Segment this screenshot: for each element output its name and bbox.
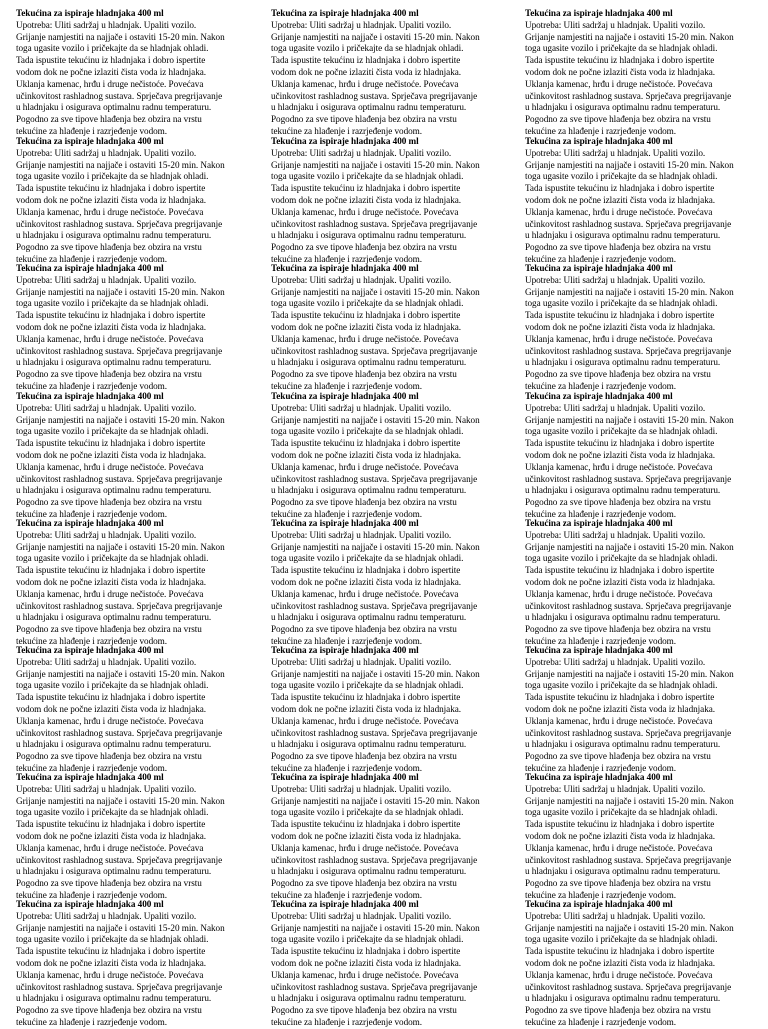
- label-text-line: Upotreba: Uliti sadržaj u hladnjak. Upaliti vozilo.: [525, 783, 706, 794]
- label-text-line: Pogodno za sve tipove hlađenja bez obzira na vrstu: [525, 1005, 711, 1016]
- label-text-line: učinkovitost rashladnog sustava. Sprječava pregrijavanje: [271, 727, 478, 738]
- label-text-line: Tada ispustite tekućinu iz hladnjaka i dobro ispertite: [271, 819, 461, 830]
- label-text-line: u hladnjaku i osigurava optimalnu radnu temperaturu.: [525, 612, 721, 623]
- label-text-line: učinkovitost rashladnog sustava. Sprječava pregrijavanje: [525, 981, 732, 992]
- label-text-line: vodom dok ne počne izlaziti čista voda iz hladnjaka.: [525, 576, 716, 587]
- label-text-line: učinkovitost rashladnog sustava. Sprječava pregrijavanje: [271, 854, 478, 865]
- label-text-line: toga ugasite vozilo i pričekajte da se hladnjak ohladi.: [271, 934, 464, 945]
- label-text-line: tekućine za hlađenje i razrjeđenje vodom.: [16, 253, 168, 264]
- label-text-line: Upotreba: Uliti sadržaj u hladnjak. Upaliti vozilo.: [271, 529, 452, 540]
- label-text-line: učinkovitost rashladnog sustava. Sprječava pregrijavanje: [525, 727, 732, 738]
- label-text-line: toga ugasite vozilo i pričekajte da se hladnjak ohladi.: [525, 171, 718, 182]
- label-text-line: toga ugasite vozilo i pričekajte da se hladnjak ohladi.: [271, 298, 464, 309]
- label-text-line: tekućine za hlađenje i razrjeđenje vodom.: [525, 253, 677, 264]
- label-text-line: u hladnjaku i osigurava optimalnu radnu temperaturu.: [525, 739, 721, 750]
- label-text-line: Grijanje namjestiti na najjače i ostaviti 15-20 min. Nakon: [271, 414, 480, 425]
- label-text-line: vodom dok ne počne izlaziti čista voda iz hladnjaka.: [16, 449, 207, 460]
- label-text-line: Upotreba: Uliti sadržaj u hladnjak. Upaliti vozilo.: [525, 656, 706, 667]
- label-text-line: tekućine za hlađenje i razrjeđenje vodom.: [271, 762, 423, 773]
- product-label: [16, 772, 254, 902]
- label-text-line: vodom dok ne počne izlaziti čista voda iz hladnjaka.: [525, 830, 716, 841]
- label-title: Tekućina za ispiraje hladnjaka 400 ml: [525, 772, 673, 782]
- product-label: [271, 391, 509, 521]
- label-text-line: Pogodno za sve tipove hlađenja bez obzira na vrstu: [271, 624, 457, 635]
- label-text-line: Tada ispustite tekućinu iz hladnjaka i dobro ispertite: [525, 55, 715, 66]
- label-text-line: u hladnjaku i osigurava optimalnu radnu temperaturu.: [525, 102, 721, 113]
- label-text-line: toga ugasite vozilo i pričekajte da se hladnjak ohladi.: [16, 553, 209, 564]
- label-title: Tekućina za ispiraje hladnjaka 400 ml: [271, 136, 419, 146]
- label-text-line: tekućine za hlađenje i razrjeđenje vodom.: [271, 635, 423, 646]
- label-text-line: u hladnjaku i osigurava optimalnu radnu temperaturu.: [271, 357, 467, 368]
- label-text-line: Upotreba: Uliti sadržaj u hladnjak. Upaliti vozilo.: [16, 402, 197, 413]
- label-text-line: Pogodno za sve tipove hlađenja bez obzira na vrstu: [525, 369, 711, 380]
- label-text-line: u hladnjaku i osigurava optimalnu radnu temperaturu.: [16, 739, 212, 750]
- label-text-line: Grijanje namjestiti na najjače i ostaviti 15-20 min. Nakon: [16, 922, 225, 933]
- label-text-line: Pogodno za sve tipove hlađenja bez obzira na vrstu: [16, 497, 202, 508]
- label-text-line: Upotreba: Uliti sadržaj u hladnjak. Upaliti vozilo.: [16, 783, 197, 794]
- product-label: [525, 645, 763, 775]
- label-text-line: toga ugasite vozilo i pričekajte da se hladnjak ohladi.: [16, 43, 209, 54]
- label-text-line: Tada ispustite tekućinu iz hladnjaka i dobro ispertite: [271, 183, 461, 194]
- label-text-line: učinkovitost rashladnog sustava. Sprječava pregrijavanje: [525, 600, 732, 611]
- label-text-line: toga ugasite vozilo i pričekajte da se hladnjak ohladi.: [271, 807, 464, 818]
- label-text-line: Uklanja kamenac, hrđu i druge nečistoće. Povećava: [16, 78, 204, 89]
- label-text-line: učinkovitost rashladnog sustava. Sprječava pregrijavanje: [16, 727, 223, 738]
- label-text-line: Uklanja kamenac, hrđu i druge nečistoće. Povećava: [271, 842, 459, 853]
- label-text-line: Uklanja kamenac, hrđu i druge nečistoće. Povećava: [525, 206, 713, 217]
- label-text-line: tekućine za hlađenje i razrjeđenje vodom.: [271, 253, 423, 264]
- label-text-line: toga ugasite vozilo i pričekajte da se hladnjak ohladi.: [525, 43, 718, 54]
- label-text-line: tekućine za hlađenje i razrjeđenje vodom.: [271, 380, 423, 391]
- label-text-line: Tada ispustite tekućinu iz hladnjaka i dobro ispertite: [271, 438, 461, 449]
- label-text-line: u hladnjaku i osigurava optimalnu radnu temperaturu.: [271, 102, 467, 113]
- label-text-line: Uklanja kamenac, hrđu i druge nečistoće. Povećava: [525, 588, 713, 599]
- label-text-line: Upotreba: Uliti sadržaj u hladnjak. Upaliti vozilo.: [16, 910, 197, 921]
- label-text-line: učinkovitost rashladnog sustava. Sprječava pregrijavanje: [271, 600, 478, 611]
- label-title: Tekućina za ispiraje hladnjaka 400 ml: [16, 391, 164, 401]
- label-text-line: tekućine za hlađenje i razrjeđenje vodom.: [271, 508, 423, 519]
- label-text-line: Upotreba: Uliti sadržaj u hladnjak. Upaliti vozilo.: [525, 529, 706, 540]
- label-text-line: toga ugasite vozilo i pričekajte da se hladnjak ohladi.: [16, 807, 209, 818]
- label-text-line: toga ugasite vozilo i pričekajte da se hladnjak ohladi.: [525, 553, 718, 564]
- label-text-line: Tada ispustite tekućinu iz hladnjaka i dobro ispertite: [271, 310, 461, 321]
- label-text-line: Pogodno za sve tipove hlađenja bez obzira na vrstu: [16, 751, 202, 762]
- label-text-line: Tada ispustite tekućinu iz hladnjaka i dobro ispertite: [525, 565, 715, 576]
- label-text-line: Uklanja kamenac, hrđu i druge nečistoće. Povećava: [271, 333, 459, 344]
- label-text-line: Tada ispustite tekućinu iz hladnjaka i dobro ispertite: [525, 819, 715, 830]
- label-text-line: Upotreba: Uliti sadržaj u hladnjak. Upaliti vozilo.: [271, 402, 452, 413]
- label-text-line: toga ugasite vozilo i pričekajte da se hladnjak ohladi.: [16, 298, 209, 309]
- label-text-line: tekućine za hlađenje i razrjeđenje vodom.: [16, 635, 168, 646]
- label-text-line: Upotreba: Uliti sadržaj u hladnjak. Upaliti vozilo.: [271, 147, 452, 158]
- product-label: [525, 518, 763, 648]
- label-text-line: Uklanja kamenac, hrđu i druge nečistoće. Povećava: [271, 206, 459, 217]
- product-label: [525, 772, 763, 902]
- label-text-line: vodom dok ne počne izlaziti čista voda iz hladnjaka.: [271, 66, 462, 77]
- label-text-line: Tada ispustite tekućinu iz hladnjaka i dobro ispertite: [16, 946, 206, 957]
- label-text-line: toga ugasite vozilo i pričekajte da se hladnjak ohladi.: [16, 934, 209, 945]
- label-text-line: Uklanja kamenac, hrđu i druge nečistoće. Povećava: [16, 206, 204, 217]
- label-text-line: Pogodno za sve tipove hlađenja bez obzira na vrstu: [525, 114, 711, 125]
- label-text-line: Uklanja kamenac, hrđu i druge nečistoće. Povećava: [16, 969, 204, 980]
- label-text-line: toga ugasite vozilo i pričekajte da se hladnjak ohladi.: [525, 680, 718, 691]
- label-text-line: Uklanja kamenac, hrđu i druge nečistoće. Povećava: [271, 461, 459, 472]
- label-text-line: Pogodno za sve tipove hlađenja bez obzira na vrstu: [271, 114, 457, 125]
- label-text-line: u hladnjaku i osigurava optimalnu radnu temperaturu.: [525, 866, 721, 877]
- label-text-line: Tada ispustite tekućinu iz hladnjaka i dobro ispertite: [271, 565, 461, 576]
- label-text-line: vodom dok ne počne izlaziti čista voda iz hladnjaka.: [271, 830, 462, 841]
- label-text-line: Grijanje namjestiti na najjače i ostaviti 15-20 min. Nakon: [16, 31, 225, 42]
- label-text-line: u hladnjaku i osigurava optimalnu radnu temperaturu.: [16, 866, 212, 877]
- label-text-line: Tada ispustite tekućinu iz hladnjaka i dobro ispertite: [525, 692, 715, 703]
- label-text-line: u hladnjaku i osigurava optimalnu radnu temperaturu.: [271, 993, 467, 1004]
- label-text-line: učinkovitost rashladnog sustava. Sprječava pregrijavanje: [271, 473, 478, 484]
- label-text-line: vodom dok ne počne izlaziti čista voda iz hladnjaka.: [16, 703, 207, 714]
- label-text-line: u hladnjaku i osigurava optimalnu radnu temperaturu.: [271, 866, 467, 877]
- label-text-line: u hladnjaku i osigurava optimalnu radnu temperaturu.: [271, 230, 467, 241]
- label-text-line: Pogodno za sve tipove hlađenja bez obzira na vrstu: [16, 242, 202, 253]
- label-title: Tekućina za ispiraje hladnjaka 400 ml: [16, 518, 164, 528]
- label-text-line: Upotreba: Uliti sadržaj u hladnjak. Upaliti vozilo.: [525, 910, 706, 921]
- label-text-line: toga ugasite vozilo i pričekajte da se hladnjak ohladi.: [525, 426, 718, 437]
- label-text-line: tekućine za hlađenje i razrjeđenje vodom.: [271, 125, 423, 136]
- label-title: Tekućina za ispiraje hladnjaka 400 ml: [16, 772, 164, 782]
- label-text-line: Grijanje namjestiti na najjače i ostaviti 15-20 min. Nakon: [525, 286, 734, 297]
- label-text-line: vodom dok ne počne izlaziti čista voda iz hladnjaka.: [271, 449, 462, 460]
- label-title: Tekućina za ispiraje hladnjaka 400 ml: [525, 391, 673, 401]
- label-text-line: Grijanje namjestiti na najjače i ostaviti 15-20 min. Nakon: [525, 159, 734, 170]
- product-label: [16, 645, 254, 775]
- label-text-line: tekućine za hlađenje i razrjeđenje vodom.: [525, 508, 677, 519]
- label-text-line: Uklanja kamenac, hrđu i druge nečistoće. Povećava: [271, 715, 459, 726]
- label-text-line: Uklanja kamenac, hrđu i druge nečistoće. Povećava: [271, 588, 459, 599]
- label-text-line: učinkovitost rashladnog sustava. Sprječava pregrijavanje: [271, 90, 478, 101]
- label-text-line: Grijanje namjestiti na najjače i ostaviti 15-20 min. Nakon: [525, 668, 734, 679]
- product-label: [16, 136, 254, 266]
- label-text-line: tekućine za hlađenje i razrjeđenje vodom.: [16, 762, 168, 773]
- product-label: [16, 899, 254, 1029]
- label-title: Tekućina za ispiraje hladnjaka 400 ml: [16, 645, 164, 655]
- label-text-line: Tada ispustite tekućinu iz hladnjaka i dobro ispertite: [525, 310, 715, 321]
- label-text-line: tekućine za hlađenje i razrjeđenje vodom.: [16, 1016, 168, 1027]
- label-text-line: Upotreba: Uliti sadržaj u hladnjak. Upaliti vozilo.: [16, 147, 197, 158]
- label-title: Tekućina za ispiraje hladnjaka 400 ml: [525, 263, 673, 273]
- label-text-line: učinkovitost rashladnog sustava. Sprječava pregrijavanje: [525, 218, 732, 229]
- label-title: Tekućina za ispiraje hladnjaka 400 ml: [16, 136, 164, 146]
- label-text-line: Pogodno za sve tipove hlađenja bez obzira na vrstu: [525, 878, 711, 889]
- label-text-line: vodom dok ne počne izlaziti čista voda iz hladnjaka.: [16, 576, 207, 587]
- label-text-line: Upotreba: Uliti sadržaj u hladnjak. Upaliti vozilo.: [271, 783, 452, 794]
- label-title: Tekućina za ispiraje hladnjaka 400 ml: [271, 899, 419, 909]
- label-text-line: Grijanje namjestiti na najjače i ostaviti 15-20 min. Nakon: [271, 795, 480, 806]
- label-text-line: Uklanja kamenac, hrđu i druge nečistoće. Povećava: [525, 715, 713, 726]
- label-text-line: Uklanja kamenac, hrđu i druge nečistoće. Povećava: [525, 333, 713, 344]
- label-text-line: u hladnjaku i osigurava optimalnu radnu temperaturu.: [271, 612, 467, 623]
- label-title: Tekućina za ispiraje hladnjaka 400 ml: [271, 645, 419, 655]
- label-text-line: Pogodno za sve tipove hlađenja bez obzira na vrstu: [271, 369, 457, 380]
- label-title: Tekućina za ispiraje hladnjaka 400 ml: [16, 899, 164, 909]
- label-text-line: Pogodno za sve tipove hlađenja bez obzira na vrstu: [271, 497, 457, 508]
- product-label: [271, 772, 509, 902]
- label-text-line: u hladnjaku i osigurava optimalnu radnu temperaturu.: [16, 357, 212, 368]
- label-title: Tekućina za ispiraje hladnjaka 400 ml: [16, 8, 164, 18]
- label-text-line: učinkovitost rashladnog sustava. Sprječava pregrijavanje: [16, 600, 223, 611]
- label-text-line: tekućine za hlađenje i razrjeđenje vodom.: [525, 1016, 677, 1027]
- label-text-line: Tada ispustite tekućinu iz hladnjaka i dobro ispertite: [271, 692, 461, 703]
- label-text-line: Pogodno za sve tipove hlađenja bez obzira na vrstu: [16, 878, 202, 889]
- label-text-line: toga ugasite vozilo i pričekajte da se hladnjak ohladi.: [271, 680, 464, 691]
- label-text-line: toga ugasite vozilo i pričekajte da se hladnjak ohladi.: [525, 298, 718, 309]
- label-text-line: u hladnjaku i osigurava optimalnu radnu temperaturu.: [16, 230, 212, 241]
- label-text-line: Upotreba: Uliti sadržaj u hladnjak. Upaliti vozilo.: [525, 274, 706, 285]
- label-text-line: tekućine za hlađenje i razrjeđenje vodom.: [525, 889, 677, 900]
- label-text-line: Upotreba: Uliti sadržaj u hladnjak. Upaliti vozilo.: [271, 910, 452, 921]
- label-text-line: Tada ispustite tekućinu iz hladnjaka i dobro ispertite: [16, 819, 206, 830]
- label-text-line: Grijanje namjestiti na najjače i ostaviti 15-20 min. Nakon: [16, 795, 225, 806]
- label-text-line: Tada ispustite tekućinu iz hladnjaka i dobro ispertite: [16, 55, 206, 66]
- label-text-line: vodom dok ne počne izlaziti čista voda iz hladnjaka.: [525, 703, 716, 714]
- label-text-line: učinkovitost rashladnog sustava. Sprječava pregrijavanje: [16, 473, 223, 484]
- label-text-line: toga ugasite vozilo i pričekajte da se hladnjak ohladi.: [271, 43, 464, 54]
- label-text-line: Grijanje namjestiti na najjače i ostaviti 15-20 min. Nakon: [271, 668, 480, 679]
- label-text-line: Tada ispustite tekućinu iz hladnjaka i dobro ispertite: [16, 183, 206, 194]
- label-text-line: Tada ispustite tekućinu iz hladnjaka i dobro ispertite: [525, 946, 715, 957]
- label-text-line: Uklanja kamenac, hrđu i druge nečistoće. Povećava: [525, 78, 713, 89]
- label-text-line: u hladnjaku i osigurava optimalnu radnu temperaturu.: [525, 357, 721, 368]
- label-text-line: Upotreba: Uliti sadržaj u hladnjak. Upaliti vozilo.: [16, 656, 197, 667]
- label-text-line: tekućine za hlađenje i razrjeđenje vodom.: [271, 889, 423, 900]
- label-text-line: vodom dok ne počne izlaziti čista voda iz hladnjaka.: [16, 321, 207, 332]
- label-text-line: Grijanje namjestiti na najjače i ostaviti 15-20 min. Nakon: [16, 414, 225, 425]
- label-text-line: Uklanja kamenac, hrđu i druge nečistoće. Povećava: [16, 588, 204, 599]
- label-text-line: Uklanja kamenac, hrđu i druge nečistoće. Povećava: [16, 461, 204, 472]
- label-text-line: vodom dok ne počne izlaziti čista voda iz hladnjaka.: [16, 957, 207, 968]
- label-text-line: Uklanja kamenac, hrđu i druge nečistoće. Povećava: [16, 715, 204, 726]
- label-text-line: Uklanja kamenac, hrđu i druge nečistoće. Povećava: [16, 842, 204, 853]
- label-text-line: učinkovitost rashladnog sustava. Sprječava pregrijavanje: [525, 854, 732, 865]
- label-text-line: Tada ispustite tekućinu iz hladnjaka i dobro ispertite: [16, 438, 206, 449]
- product-label: [16, 391, 254, 521]
- label-text-line: vodom dok ne počne izlaziti čista voda iz hladnjaka.: [271, 194, 462, 205]
- product-label: [525, 899, 763, 1029]
- label-text-line: Grijanje namjestiti na najjače i ostaviti 15-20 min. Nakon: [525, 922, 734, 933]
- label-text-line: Pogodno za sve tipove hlađenja bez obzira na vrstu: [525, 242, 711, 253]
- label-text-line: Grijanje namjestiti na najjače i ostaviti 15-20 min. Nakon: [16, 286, 225, 297]
- label-text-line: Upotreba: Uliti sadržaj u hladnjak. Upaliti vozilo.: [271, 19, 452, 30]
- label-text-line: učinkovitost rashladnog sustava. Sprječava pregrijavanje: [271, 981, 478, 992]
- label-text-line: Tada ispustite tekućinu iz hladnjaka i dobro ispertite: [16, 565, 206, 576]
- label-text-line: Pogodno za sve tipove hlađenja bez obzira na vrstu: [525, 624, 711, 635]
- label-text-line: Tada ispustite tekućinu iz hladnjaka i dobro ispertite: [271, 946, 461, 957]
- label-text-line: Pogodno za sve tipove hlađenja bez obzira na vrstu: [525, 751, 711, 762]
- label-title: Tekućina za ispiraje hladnjaka 400 ml: [525, 645, 673, 655]
- label-text-line: Upotreba: Uliti sadržaj u hladnjak. Upaliti vozilo.: [16, 19, 197, 30]
- label-text-line: toga ugasite vozilo i pričekajte da se hladnjak ohladi.: [271, 426, 464, 437]
- label-text-line: Tada ispustite tekućinu iz hladnjaka i dobro ispertite: [16, 692, 206, 703]
- product-label: [271, 136, 509, 266]
- label-text-line: tekućine za hlađenje i razrjeđenje vodom.: [525, 380, 677, 391]
- label-text-line: učinkovitost rashladnog sustava. Sprječava pregrijavanje: [16, 854, 223, 865]
- label-text-line: Pogodno za sve tipove hlađenja bez obzira na vrstu: [271, 878, 457, 889]
- label-text-line: Grijanje namjestiti na najjače i ostaviti 15-20 min. Nakon: [271, 159, 480, 170]
- product-label: [525, 8, 763, 138]
- product-label: [525, 391, 763, 521]
- product-label: [16, 518, 254, 648]
- label-text-line: Grijanje namjestiti na najjače i ostaviti 15-20 min. Nakon: [271, 286, 480, 297]
- label-text-line: Grijanje namjestiti na najjače i ostaviti 15-20 min. Nakon: [16, 668, 225, 679]
- label-text-line: toga ugasite vozilo i pričekajte da se hladnjak ohladi.: [271, 553, 464, 564]
- label-title: Tekućina za ispiraje hladnjaka 400 ml: [525, 518, 673, 528]
- product-label: [271, 899, 509, 1029]
- label-text-line: vodom dok ne počne izlaziti čista voda iz hladnjaka.: [271, 703, 462, 714]
- label-text-line: tekućine za hlađenje i razrjeđenje vodom.: [16, 889, 168, 900]
- label-text-line: u hladnjaku i osigurava optimalnu radnu temperaturu.: [16, 993, 212, 1004]
- label-text-line: u hladnjaku i osigurava optimalnu radnu temperaturu.: [271, 739, 467, 750]
- label-text-line: u hladnjaku i osigurava optimalnu radnu temperaturu.: [16, 102, 212, 113]
- label-text-line: Tada ispustite tekućinu iz hladnjaka i dobro ispertite: [525, 183, 715, 194]
- label-text-line: toga ugasite vozilo i pričekajte da se hladnjak ohladi.: [16, 426, 209, 437]
- label-text-line: vodom dok ne počne izlaziti čista voda iz hladnjaka.: [525, 957, 716, 968]
- label-text-line: vodom dok ne počne izlaziti čista voda iz hladnjaka.: [271, 957, 462, 968]
- label-text-line: Grijanje namjestiti na najjače i ostaviti 15-20 min. Nakon: [271, 922, 480, 933]
- label-text-line: toga ugasite vozilo i pričekajte da se hladnjak ohladi.: [16, 680, 209, 691]
- label-text-line: tekućine za hlađenje i razrjeđenje vodom.: [271, 1016, 423, 1027]
- label-title: Tekućina za ispiraje hladnjaka 400 ml: [271, 263, 419, 273]
- product-label: [271, 645, 509, 775]
- label-title: Tekućina za ispiraje hladnjaka 400 ml: [525, 136, 673, 146]
- label-text-line: Pogodno za sve tipove hlađenja bez obzira na vrstu: [271, 242, 457, 253]
- label-text-line: Uklanja kamenac, hrđu i druge nečistoće. Povećava: [271, 969, 459, 980]
- product-label: [16, 8, 254, 138]
- label-text-line: učinkovitost rashladnog sustava. Sprječava pregrijavanje: [271, 218, 478, 229]
- label-text-line: tekućine za hlađenje i razrjeđenje vodom.: [525, 762, 677, 773]
- label-text-line: u hladnjaku i osigurava optimalnu radnu temperaturu.: [525, 485, 721, 496]
- label-text-line: tekućine za hlađenje i razrjeđenje vodom.: [16, 125, 168, 136]
- label-text-line: toga ugasite vozilo i pričekajte da se hladnjak ohladi.: [16, 171, 209, 182]
- label-text-line: tekućine za hlađenje i razrjeđenje vodom.: [525, 125, 677, 136]
- label-text-line: toga ugasite vozilo i pričekajte da se hladnjak ohladi.: [525, 807, 718, 818]
- label-text-line: učinkovitost rashladnog sustava. Sprječava pregrijavanje: [525, 90, 732, 101]
- label-text-line: toga ugasite vozilo i pričekajte da se hladnjak ohladi.: [271, 171, 464, 182]
- label-text-line: Pogodno za sve tipove hlađenja bez obzira na vrstu: [271, 1005, 457, 1016]
- label-text-line: Tada ispustite tekućinu iz hladnjaka i dobro ispertite: [271, 55, 461, 66]
- label-text-line: toga ugasite vozilo i pričekajte da se hladnjak ohladi.: [525, 934, 718, 945]
- label-text-line: vodom dok ne počne izlaziti čista voda iz hladnjaka.: [525, 321, 716, 332]
- label-text-line: Tada ispustite tekućinu iz hladnjaka i dobro ispertite: [525, 438, 715, 449]
- label-title: Tekućina za ispiraje hladnjaka 400 ml: [525, 899, 673, 909]
- label-text-line: Pogodno za sve tipove hlađenja bez obzira na vrstu: [16, 114, 202, 125]
- label-text-line: Upotreba: Uliti sadržaj u hladnjak. Upaliti vozilo.: [525, 19, 706, 30]
- product-label: [271, 8, 509, 138]
- label-text-line: u hladnjaku i osigurava optimalnu radnu temperaturu.: [271, 485, 467, 496]
- label-text-line: Grijanje namjestiti na najjače i ostaviti 15-20 min. Nakon: [16, 159, 225, 170]
- label-text-line: Grijanje namjestiti na najjače i ostaviti 15-20 min. Nakon: [525, 31, 734, 42]
- label-title: Tekućina za ispiraje hladnjaka 400 ml: [271, 772, 419, 782]
- label-title: Tekućina za ispiraje hladnjaka 400 ml: [271, 8, 419, 18]
- label-text-line: učinkovitost rashladnog sustava. Sprječava pregrijavanje: [16, 90, 223, 101]
- label-text-line: učinkovitost rashladnog sustava. Sprječava pregrijavanje: [525, 345, 732, 356]
- label-title: Tekućina za ispiraje hladnjaka 400 ml: [525, 8, 673, 18]
- label-title: Tekućina za ispiraje hladnjaka 400 ml: [271, 391, 419, 401]
- label-text-line: Upotreba: Uliti sadržaj u hladnjak. Upaliti vozilo.: [271, 656, 452, 667]
- label-text-line: Uklanja kamenac, hrđu i druge nečistoće. Povećava: [16, 333, 204, 344]
- label-text-line: Tada ispustite tekućinu iz hladnjaka i dobro ispertite: [16, 310, 206, 321]
- label-text-line: učinkovitost rashladnog sustava. Sprječava pregrijavanje: [16, 345, 223, 356]
- label-text-line: Uklanja kamenac, hrđu i druge nečistoće. Povećava: [271, 78, 459, 89]
- product-label: [271, 263, 509, 393]
- label-text-line: Uklanja kamenac, hrđu i druge nečistoće. Povećava: [525, 969, 713, 980]
- label-text-line: učinkovitost rashladnog sustava. Sprječava pregrijavanje: [16, 218, 223, 229]
- label-text-line: tekućine za hlađenje i razrjeđenje vodom.: [525, 635, 677, 646]
- label-text-line: vodom dok ne počne izlaziti čista voda iz hladnjaka.: [16, 66, 207, 77]
- product-label: [271, 518, 509, 648]
- label-text-line: tekućine za hlađenje i razrjeđenje vodom.: [16, 380, 168, 391]
- label-text-line: Pogodno za sve tipove hlađenja bez obzira na vrstu: [271, 751, 457, 762]
- label-text-line: Grijanje namjestiti na najjače i ostaviti 15-20 min. Nakon: [271, 31, 480, 42]
- label-text-line: Uklanja kamenac, hrđu i druge nečistoće. Povećava: [525, 842, 713, 853]
- label-text-line: Upotreba: Uliti sadržaj u hladnjak. Upaliti vozilo.: [525, 147, 706, 158]
- label-text-line: Upotreba: Uliti sadržaj u hladnjak. Upaliti vozilo.: [16, 529, 197, 540]
- label-text-line: Grijanje namjestiti na najjače i ostaviti 15-20 min. Nakon: [525, 795, 734, 806]
- label-text-line: Upotreba: Uliti sadržaj u hladnjak. Upaliti vozilo.: [271, 274, 452, 285]
- label-text-line: vodom dok ne počne izlaziti čista voda iz hladnjaka.: [525, 66, 716, 77]
- label-text-line: Upotreba: Uliti sadržaj u hladnjak. Upaliti vozilo.: [16, 274, 197, 285]
- label-text-line: tekućine za hlađenje i razrjeđenje vodom.: [16, 508, 168, 519]
- label-text-line: u hladnjaku i osigurava optimalnu radnu temperaturu.: [16, 485, 212, 496]
- label-text-line: Uklanja kamenac, hrđu i druge nečistoće. Povećava: [525, 461, 713, 472]
- label-text-line: vodom dok ne počne izlaziti čista voda iz hladnjaka.: [16, 830, 207, 841]
- label-text-line: učinkovitost rashladnog sustava. Sprječava pregrijavanje: [16, 981, 223, 992]
- label-text-line: Grijanje namjestiti na najjače i ostaviti 15-20 min. Nakon: [525, 414, 734, 425]
- label-title: Tekućina za ispiraje hladnjaka 400 ml: [16, 263, 164, 273]
- label-text-line: učinkovitost rashladnog sustava. Sprječava pregrijavanje: [525, 473, 732, 484]
- label-text-line: Pogodno za sve tipove hlađenja bez obzira na vrstu: [16, 369, 202, 380]
- label-text-line: Pogodno za sve tipove hlađenja bez obzira na vrstu: [525, 497, 711, 508]
- label-text-line: Pogodno za sve tipove hlađenja bez obzira na vrstu: [16, 1005, 202, 1016]
- label-text-line: u hladnjaku i osigurava optimalnu radnu temperaturu.: [16, 612, 212, 623]
- label-text-line: vodom dok ne počne izlaziti čista voda iz hladnjaka.: [525, 194, 716, 205]
- product-label: [16, 263, 254, 393]
- label-text-line: vodom dok ne počne izlaziti čista voda iz hladnjaka.: [525, 449, 716, 460]
- label-title: Tekućina za ispiraje hladnjaka 400 ml: [271, 518, 419, 528]
- label-text-line: u hladnjaku i osigurava optimalnu radnu temperaturu.: [525, 230, 721, 241]
- label-text-line: Grijanje namjestiti na najjače i ostaviti 15-20 min. Nakon: [525, 541, 734, 552]
- product-label: [525, 263, 763, 393]
- label-text-line: vodom dok ne počne izlaziti čista voda iz hladnjaka.: [271, 576, 462, 587]
- label-text-line: vodom dok ne počne izlaziti čista voda iz hladnjaka.: [271, 321, 462, 332]
- label-text-line: Grijanje namjestiti na najjače i ostaviti 15-20 min. Nakon: [16, 541, 225, 552]
- product-label: [525, 136, 763, 266]
- label-text-line: vodom dok ne počne izlaziti čista voda iz hladnjaka.: [16, 194, 207, 205]
- label-text-line: Grijanje namjestiti na najjače i ostaviti 15-20 min. Nakon: [271, 541, 480, 552]
- label-text-line: Pogodno za sve tipove hlađenja bez obzira na vrstu: [16, 624, 202, 635]
- label-text-line: učinkovitost rashladnog sustava. Sprječava pregrijavanje: [271, 345, 478, 356]
- label-text-line: u hladnjaku i osigurava optimalnu radnu temperaturu.: [525, 993, 721, 1004]
- label-text-line: Upotreba: Uliti sadržaj u hladnjak. Upaliti vozilo.: [525, 402, 706, 413]
